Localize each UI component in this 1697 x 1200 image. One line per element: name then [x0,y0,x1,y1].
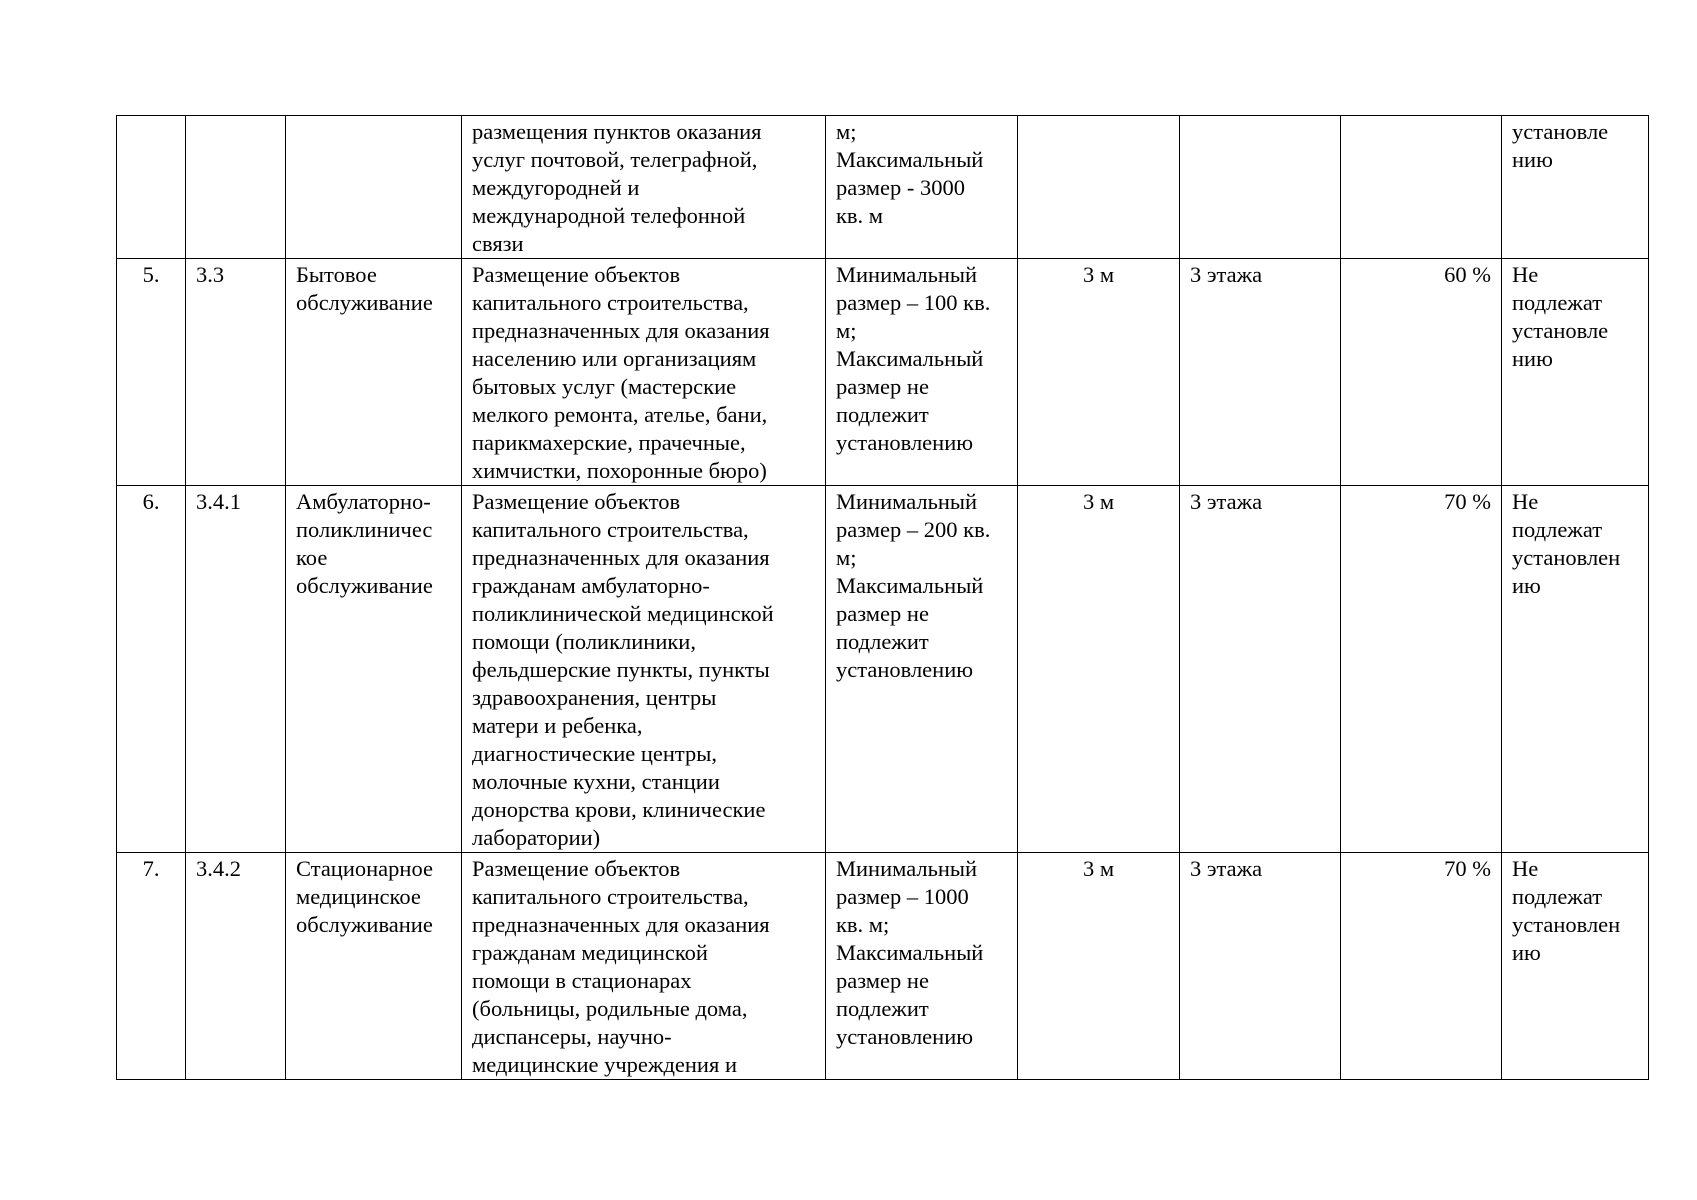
coverage-cell [1341,116,1502,259]
description-cell: Размещение объектов капитального строительства, предназначенных для оказания гражданам амбулаторно- поликлинической медицинской помощи (поликлиники, фельдшерские пункты, пункты здравоохранения, центры матери и ребенка, диагностические центры, молочные кухни, станции донорства крови, клинические лаборатории) [462,486,826,853]
restrictions-cell: Не подлежат установлен ию [1502,853,1649,1080]
floors-cell [1180,116,1341,259]
setback-cell [1018,116,1180,259]
use-name-cell: Амбулаторно- поликлиничес кое обслуживание [286,486,462,853]
row-number-cell: 6. [117,486,186,853]
plot-size-cell: Минимальный размер – 1000 кв. м; Максимальный размер не подлежит установлению [826,853,1018,1080]
use-name-cell: Бытовое обслуживание [286,259,462,486]
floors-cell: 3 этажа [1180,259,1341,486]
row-number-cell: 7. [117,853,186,1080]
setback-cell: 3 м [1018,486,1180,853]
restrictions-cell: установле нию [1502,116,1649,259]
land-use-table [116,115,1649,1080]
setback-cell: 3 м [1018,853,1180,1080]
code-cell: 3.4.1 [186,486,286,853]
coverage-cell: 70 % [1341,486,1502,853]
floors-cell: 3 этажа [1180,853,1341,1080]
use-name-cell [286,116,462,259]
description-cell: Размещение объектов капитального строительства, предназначенных для оказания гражданам медицинской помощи в стационарах (больницы, родильные дома, диспансеры, научно- медицинские учреждения и [462,853,826,1080]
table-row [117,116,1649,259]
code-cell [186,116,286,259]
description-cell: Размещение объектов капитального строительства, предназначенных для оказания населению или организациям бытовых услуг (мастерские мелкого ремонта, ателье, бани, парикмахерские, прачечные, химчистки, похоронные бюро) [462,259,826,486]
plot-size-cell: Минимальный размер – 200 кв. м; Максимальный размер не подлежит установлению [826,486,1018,853]
table-row [117,486,1649,853]
use-name-cell: Стационарное медицинское обслуживание [286,853,462,1080]
description-cell: размещения пунктов оказания услуг почтовой, телеграфной, междугородней и международной телефонной связи [462,116,826,259]
row-number-cell: 5. [117,259,186,486]
plot-size-cell: м; Максимальный размер - 3000 кв. м [826,116,1018,259]
code-cell: 3.4.2 [186,853,286,1080]
table-row [117,259,1649,486]
row-number-cell [117,116,186,259]
coverage-cell: 70 % [1341,853,1502,1080]
coverage-cell: 60 % [1341,259,1502,486]
plot-size-cell: Минимальный размер – 100 кв. м; Максимальный размер не подлежит установлению [826,259,1018,486]
restrictions-cell: Не подлежат установлен ию [1502,486,1649,853]
restrictions-cell: Не подлежат установле нию [1502,259,1649,486]
floors-cell: 3 этажа [1180,486,1341,853]
table-row [117,853,1649,1080]
code-cell: 3.3 [186,259,286,486]
setback-cell: 3 м [1018,259,1180,486]
